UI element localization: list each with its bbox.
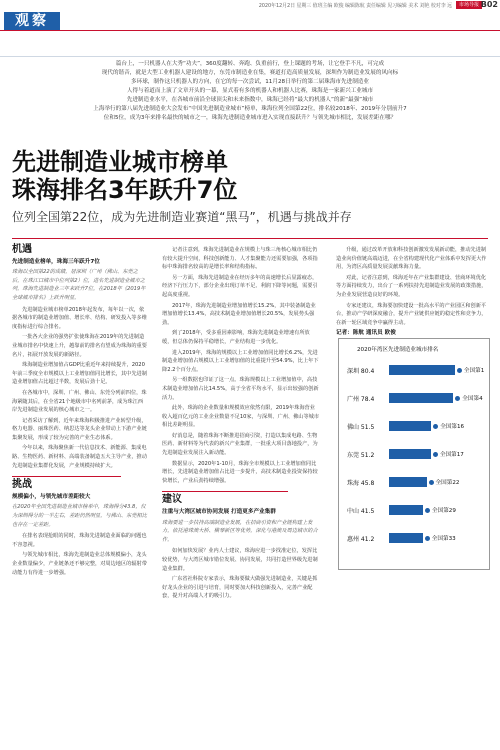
section-header bbox=[0, 12, 500, 31]
chart-bar-label: 惠州 41.2 bbox=[347, 536, 375, 543]
paragraph: 与领先城市相比，珠海先进制造业总体规模偏小，龙头企业数量偏少，产业链条还不够完整，对周边地区的辐射带动能力有待进一步增强。 bbox=[12, 552, 147, 576]
paragraph: 另一组数据也印证了这一点。珠海规模以上工业增加值中，高技术制造业增加值占比14.5%，高于全省平均水平，显示出较强的创新活力。 bbox=[162, 377, 319, 401]
chart-rank-text: 全国第33 bbox=[431, 536, 456, 542]
lede bbox=[0, 60, 500, 123]
paragraph: 此外，珠海的企业数量和规模效应依然有限，2019年珠海营业收入超百亿元的工业企业数量不足10家，与深圳、广州、佛山等城市相比差距明显。 bbox=[162, 405, 320, 429]
subheading: 注重与大湾区城市协同发展 打造更多产业集群 bbox=[162, 509, 276, 516]
chart-title: 2020年湾区先进制造业城市排名 bbox=[357, 347, 439, 353]
paragraph: 珠海制造业增加值占GDP比重近年来持续提升，2020年前三季度全市规模以上工业增加值同比增长，其中先进制造业增加值占比超过半数，发展后劲十足。 bbox=[12, 362, 147, 386]
rank-dot-icon bbox=[425, 508, 430, 513]
lead-paragraph: 在2020年全国先进制造业城市榜单中，珠海得分43.8，仅为深圳得分的一半左右，差距仍然明显，与佛山、东莞相比也存在一定差距。 bbox=[12, 504, 147, 528]
page-top-bar bbox=[0, 0, 500, 12]
column-1 bbox=[12, 246, 148, 579]
ranking-chart bbox=[338, 338, 490, 570]
chart-bar-label: 珠海 45.8 bbox=[347, 480, 375, 487]
chart-bar bbox=[389, 505, 423, 515]
lede-line: 位和5位，成为3年来排名最快的城市之一，珠海先进制造业城市进入实现直接跃升？与领先城市相比，发展差距在哪？ bbox=[103, 115, 397, 121]
paper-tag: 市场导报 bbox=[456, 1, 482, 9]
section-title-opportunity: 机遇 bbox=[12, 244, 32, 255]
rank-dot-icon bbox=[425, 536, 430, 541]
column-2 bbox=[162, 246, 320, 603]
chart-bar bbox=[389, 533, 423, 543]
paragraph: 先进制造业城市榜单2018年起发布，每年以一次，依据各城市的制造业增加值、增长率、结构、研发投入等多维度指标进行综合排名。 bbox=[12, 306, 147, 330]
paragraph: 到了2018年，受多重因素影响，珠海先进制造业增速有所放缓，但总体仍保持平稳增长，产业结构进一步优化。 bbox=[162, 330, 310, 345]
chart-bar-label: 东莞 51.2 bbox=[347, 452, 375, 459]
chart-bar-label: 广州 78.4 bbox=[347, 396, 375, 403]
paragraph: 数据显示，2020年1-10月，珠海全市规模以上工业增加值同比增长，先进制造业增加值占比进一步提升，高技术制造业投资保持较快增长，产业后劲持续增强。 bbox=[162, 460, 318, 484]
paragraph: 记者采访了解到，近年来珠海积极推进产业转型升级，格力电器、丽珠医药、纳思达等龙头企业带动上下游产业链集聚发展，形成了较为完善的产业生态体系。 bbox=[12, 417, 147, 441]
chart-rank-text: 全国第16 bbox=[440, 424, 465, 430]
lede-line: 多环球，制作这只机器人的方向，在它的每一次尝试，11月28日举行的第二届珠海市先进制造业 bbox=[131, 79, 369, 85]
paragraph: 如何加快发展？业内人士建议，珠海应进一步找准定位，发挥比较优势，与大湾区城市错位发展、协同发展，共同打造世界级先进制造业集群。 bbox=[162, 548, 318, 572]
rank-dot-icon bbox=[433, 424, 438, 429]
lede-line: 现代的谐音，就是大型工业机器人建设的地方，东莞市制造业在集，赛道打造高质量发展，深圳作为制造业发展的风向标 bbox=[101, 70, 399, 76]
section-title-challenge: 挑战 bbox=[12, 479, 32, 491]
paragraph: 一批各大企业的强势扩张使珠海在2019年的先进制造业城市排名中快速上升，越靠前的排名有望成为珠海的重要名片，拓展开放发展的新路径。 bbox=[12, 334, 147, 358]
page-meta: 2020年12月2日 星期三 值班主编 欧俊 编辑陈航 责任编辑 见习编辑 美术 刘艳 校对李 远 bbox=[258, 3, 452, 9]
headline-line-1: 先进制造业城市榜单 bbox=[12, 148, 228, 176]
paragraph: 升级，通过改革开放和科技创新激发发展新动能，推动先进制造业向价值链高端迈进，在全省构建现代化产业体系中发挥更大作用，为湾区高质量发展贡献珠海力量。 bbox=[336, 247, 487, 271]
lede-line: 先进制造业水平，在各城市前沿全球顶尖和未来指数中，珠海已经将“最大的机器人”的新“最强”城市 bbox=[126, 97, 374, 103]
paragraph: 进入2019年，珠海的规模以上工业增加值同比增长6.2%，先进制造业增加值占规模以上工业增加值的比重提升至54.9%，比上年下降2.2个百分点。 bbox=[162, 349, 319, 373]
chart-bar bbox=[389, 365, 455, 375]
paragraph: 2017年，珠海先进制造业增加值增长15.2%，其中装备制造业增加值增长13.4%，高技术制造业增加值增长20.5%，发展势头强劲。 bbox=[162, 302, 316, 326]
chart-bar bbox=[389, 449, 431, 459]
subheading: 规模偏小，与领先城市差距较大 bbox=[12, 493, 91, 500]
chart-rank-label bbox=[433, 450, 464, 458]
paragraph: 另一方面，珠海先进制造业在经历多年的高速增长后显露疲态，经济下行压力下，部分企业出现订单不足、利润下降等问题，需要引起高度重视。 bbox=[162, 274, 318, 298]
paragraph: 好消息是，随着珠海不断推进招商引资，打造以集成电路、生物医药、新材料等为代表的新兴产业集群，一批重大项目落地投产，为先进制造业发展注入新动能。 bbox=[162, 432, 318, 457]
paragraph: 专家还建议，珠海要加快建设一批高水平的产业园区和创新平台，推动产学研深度融合，提升产业链供应链的稳定性和竞争力，在新一轮区域竞争中赢得主动。 bbox=[336, 302, 487, 326]
column-3 bbox=[336, 246, 490, 340]
divider bbox=[162, 491, 288, 492]
paragraph: 在排名表现抢眼的同时，珠海先进制造业面临的问题也不容忽视。 bbox=[12, 533, 147, 548]
chart-rank-text: 全国第29 bbox=[432, 508, 456, 514]
page-number: B02 bbox=[480, 0, 498, 9]
rank-dot-icon bbox=[457, 368, 462, 373]
rank-dot-icon bbox=[455, 396, 460, 401]
chart-rank-label bbox=[455, 394, 482, 402]
chart-bar bbox=[389, 393, 453, 403]
chart-rank-label bbox=[433, 422, 464, 430]
lede-line: 人得与着道而上演了文章开头的一幕，显式着有多的机器人和机器人比赛，珠海是一家新兴工业城市 bbox=[126, 88, 374, 94]
chart-rank-text: 全国第22 bbox=[435, 480, 460, 486]
chart-rank-text: 全国第4 bbox=[462, 396, 483, 402]
paragraph: 在各城市中，深圳、广州、佛山、东莞分列前四位，珠海紧随其后，在全省21个地级市中名列前茅，成为珠江西岸先进制造业发展的核心城市之一。 bbox=[12, 389, 147, 414]
chart-bar-label: 中山 41.5 bbox=[347, 508, 375, 515]
chart-rank-label bbox=[425, 534, 456, 542]
lede-line: 篇台上，一只机器人在大秀“功夫”，360度翻转、奔跑、负重前行，登上课题的考场，让它登手不凡，可完成 bbox=[115, 61, 385, 67]
chart-bar-label: 深圳 80.4 bbox=[347, 368, 375, 375]
subheadline: 位列全国第22位，成为先进制造业赛道“黑马”，机遇与挑战并存 bbox=[12, 210, 352, 224]
chart-bar-label: 佛山 51.5 bbox=[347, 424, 375, 431]
lead-paragraph: 珠海要进一步扶持高端制造业发展，在招商引资和产业链构建上发力，依托港珠澳大桥、横琴新区等优势，深化与港澳及周边城市的合作。 bbox=[162, 519, 318, 543]
rank-dot-icon bbox=[429, 480, 434, 485]
section-label: 观察 bbox=[4, 12, 60, 30]
paragraph: 今年以来，珠海聚焦新一代信息技术、新能源、集成电路、生物医药、新材料、高端装备制造五大主导产业，推动先进制造业集群化发展，产业规模持续扩大。 bbox=[12, 445, 147, 469]
chart-rank-text: 全国第17 bbox=[439, 452, 464, 458]
headline-line-2: 珠海排名3年跃升7位 bbox=[12, 176, 238, 204]
paragraph: 记者注意到，珠海先进制造业在规模上与珠三角核心城市相比仍有较大提升空间，科技创新能力、人才集聚能力还需要加强，各项指标中珠海排名较高的是增长率和结构指标。 bbox=[162, 247, 318, 271]
chart-bar bbox=[389, 477, 427, 487]
chart-bar bbox=[389, 421, 431, 431]
lead-paragraph: 珠海以全国第22的成绩，居深圳（广州（佛山、东莞之后，在珠江口城市中位列第2）位，进名先进制造业城市之列。珠海先进制造业三年来跃升7位，在2018年《2019年全球城市排名》上跃升明显。 bbox=[12, 269, 146, 301]
subheading: 先进制造业榜单，珠海三年跃升7位 bbox=[12, 258, 100, 265]
byline: 记者：陈航 通讯员 欧俊 bbox=[336, 330, 396, 337]
chart-rank-label bbox=[429, 478, 460, 486]
headline bbox=[12, 148, 492, 225]
rank-dot-icon bbox=[433, 452, 438, 457]
paragraph: 广东省社科院专家表示，珠海要做大做强先进制造业，关键是抓好龙头企业的引进与培育，同时要加大科技创新投入，完善产业配套，提升对高端人才的吸引力。 bbox=[162, 576, 318, 600]
lede-line: 上海举行的第八届先进制造业大会发布“中国先进制造业城市”榜单，珠海位列全国第22位，排名较2018年、2019年分别前升7 bbox=[93, 106, 407, 112]
chart-rank-text: 全国第1 bbox=[463, 368, 485, 374]
paragraph: 对此，记者注意到，珠海近年在产业集群建设、营商环境优化等方面持续发力，出台了一系列扶持先进制造业发展的政策措施，为企业发展营造良好的环境。 bbox=[336, 274, 487, 298]
section-title-advice: 建议 bbox=[162, 494, 182, 506]
chart-rank-label bbox=[425, 506, 456, 514]
headline-rule bbox=[12, 238, 488, 239]
divider bbox=[12, 476, 121, 477]
chart-rank-label bbox=[457, 366, 484, 374]
